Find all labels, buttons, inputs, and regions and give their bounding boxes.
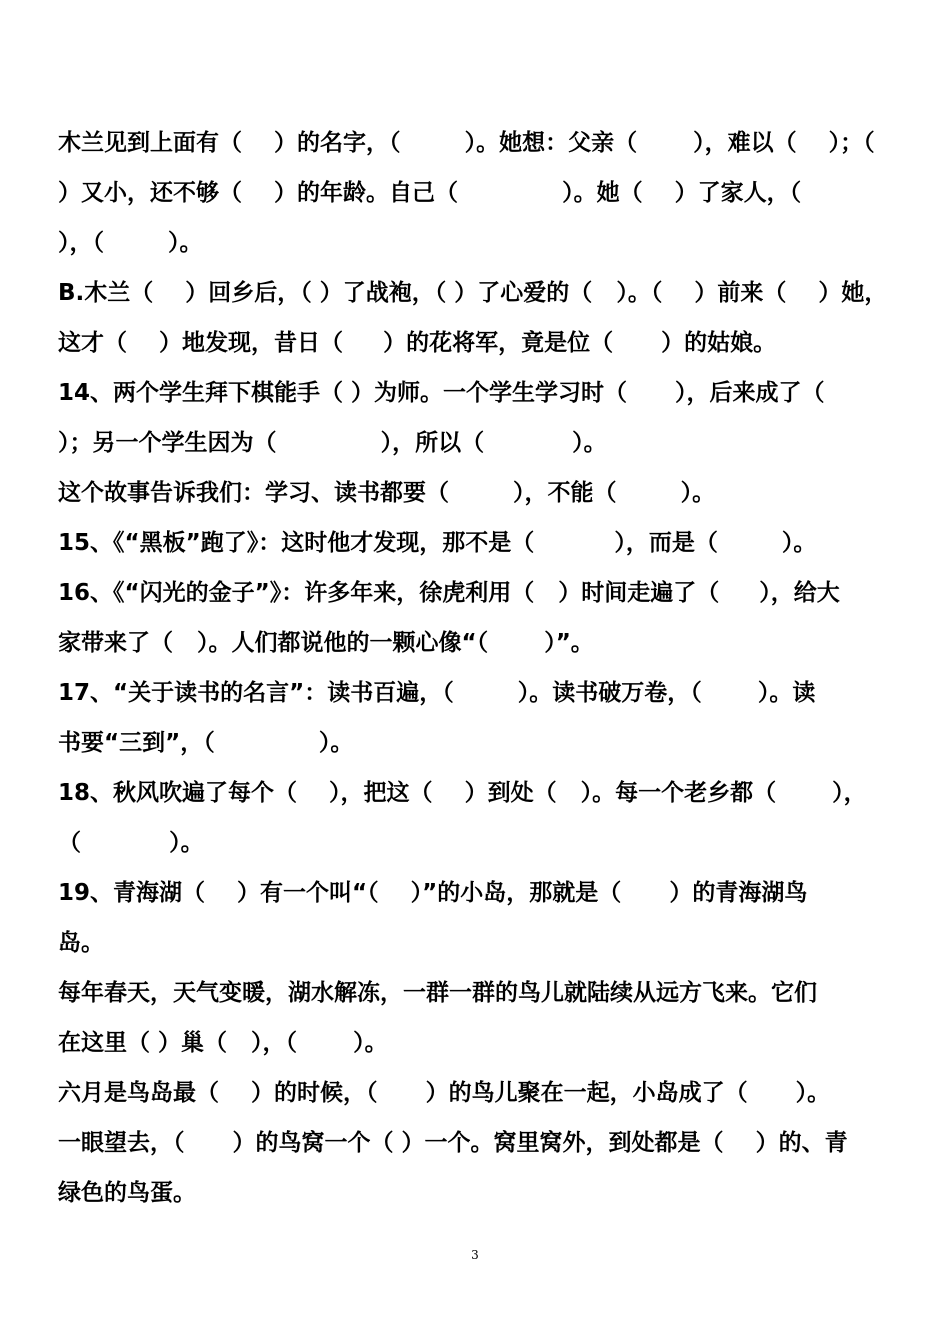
text-line: ），（ ）。 [58,230,203,256]
text-line: 18、秋风吹遍了每个（ ），把这（ ）到处（ ）。每一个老乡都（ ）， [58,780,867,806]
text-line: 这个故事告诉我们：学习、读书都要（ ），不能（ ）。 [58,480,716,506]
text-line: 绿色的鸟蛋。 [58,1180,196,1206]
text-line: 六月是鸟岛最（ ）的时候，（ ）的鸟儿聚在一起，小岛成了（ ）。 [58,1080,831,1106]
text-line: （ ）。 [58,830,204,856]
text-line: ）；另一个学生因为（ ），所以（ ）。 [58,430,607,456]
page-number: 3 [471,1248,479,1262]
text-line: 家带来了（ ）。人们都说他的一颗心像“（ ）”。 [58,630,594,656]
text-line: 一眼望去，（ ）的鸟窝一个（ ）一个。窝里窝外，到处都是（ ）的、青 [58,1130,848,1156]
text-line: 这才（ ）地发现，昔日（ ）的花将军，竟是位（ ）的姑娘。 [58,330,777,356]
text-line: 每年春天，天气变暖，湖水解冻，一群一群的鸟儿就陆续从远方飞来。它们 [58,980,817,1006]
text-line: 在这里（ ）巢（ ），（ ）。 [58,1030,388,1056]
text-line: 16、《“闪光的金子”》：许多年来，徐虎利用（ ）时间走遍了（ ），给大 [58,580,840,606]
text-line: 17、“关于读书的名言”：读书百遍，（ ）。读书破万卷，（ ）。读 [58,680,816,706]
text-line: 14、两个学生拜下棋能手（ ）为师。一个学生学习时（ ），后来成了（ [58,380,825,406]
text-line: B.木兰（ ）回乡后，（ ）了战袍，（ ）了心爱的（ ）。（ ）前来（ ）她， [58,280,888,306]
text-line: ）又小，还不够（ ）的年龄。自己（ ）。她（ ）了家人，（ [58,180,802,206]
text-line: 15、《“黑板”跑了》：这时他才发现，那不是（ ），而是（ ）。 [58,530,817,556]
document-body [58,118,888,1218]
text-line: 书要“三到”，（ ）。 [58,730,354,756]
text-line: 19、青海湖（ ）有一个叫“（ ）”的小岛，那就是（ ）的青海湖鸟 [58,880,808,906]
text-line: 岛。 [58,930,104,956]
text-line: 木兰见到上面有（ ）的名字，（ ）。她想：父亲（ ），难以（ ）；（ [58,130,875,156]
